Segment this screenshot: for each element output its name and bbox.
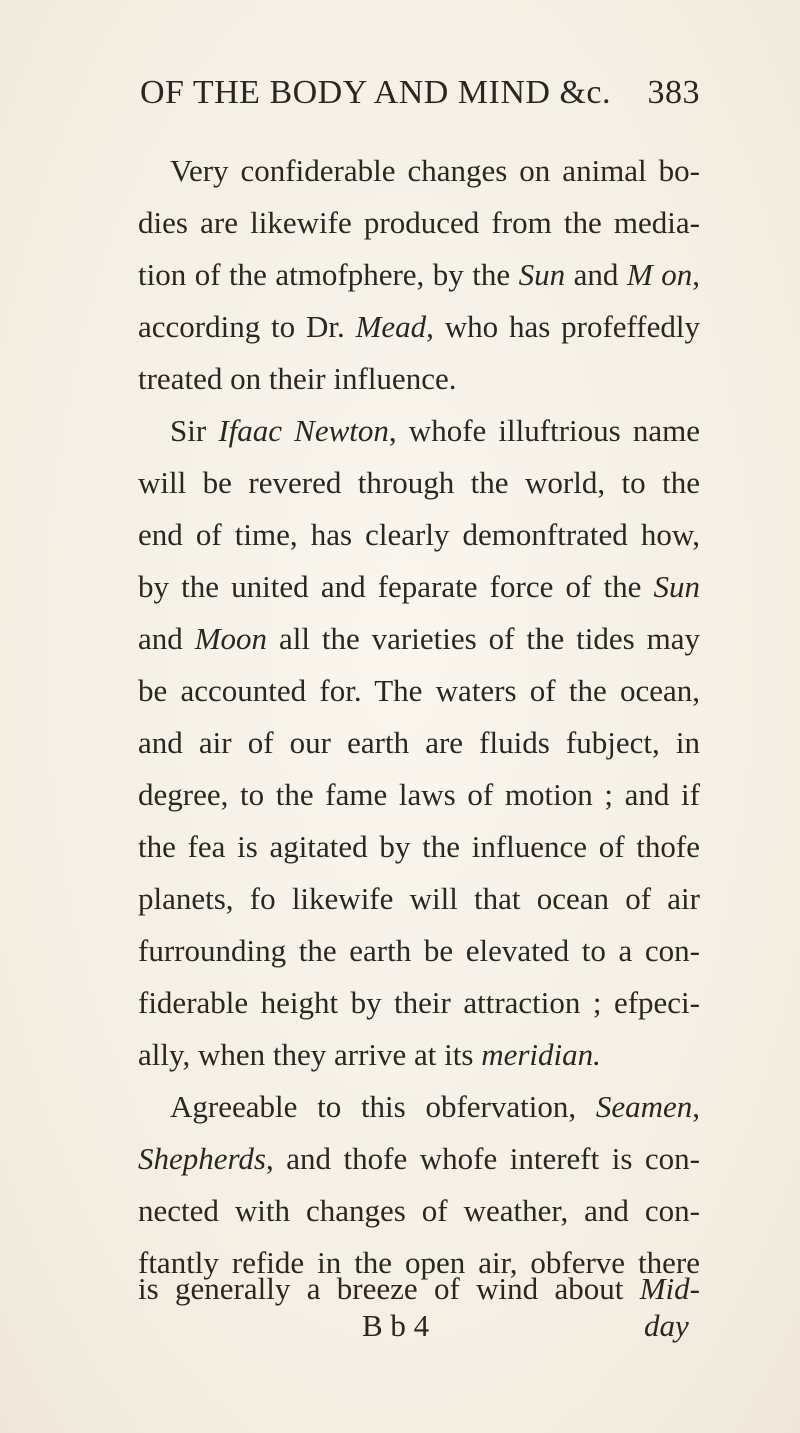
text-line: Sir Ifaac Newton, whofe illuftrious name (170, 413, 700, 448)
text-line: will be revered through the world, to the (138, 465, 700, 500)
text-line: furrounding the earth be elevated to a con- (138, 933, 700, 968)
text-line: nected with changes of weather, and con- (138, 1193, 700, 1228)
text-line: degree, to the fame laws of motion ; and if (138, 777, 700, 812)
text-line: Agreeable to this obfervation, Seamen, (170, 1089, 700, 1124)
text-line: ftantly refide in the open air, obferve there (138, 1245, 700, 1280)
text-line: Shepherds, and thofe whofe intereft is con- (138, 1141, 700, 1176)
page-number: 383 (647, 74, 700, 111)
text-line: fiderable height by their attraction ; efpeci- (138, 985, 700, 1020)
text-line: treated on their influence. (138, 361, 457, 396)
text-line: dies are likewife produced from the media- (138, 205, 700, 240)
signature-mark: B b 4 (362, 1308, 430, 1343)
text-line: be accounted for. The waters of the ocean, (138, 673, 700, 708)
text-line: planets, fo likewife will that ocean of air (138, 881, 700, 916)
catchword: day (644, 1308, 689, 1343)
text-line: the fea is agitated by the influence of thofe (138, 829, 700, 864)
text-line: by the united and feparate force of the Sun (138, 569, 700, 604)
text-line: and air of our earth are fluids fubject, in (138, 725, 700, 760)
text-line: tion of the atmofphere, by the Sun and M on, (138, 257, 700, 292)
running-head-title: OF THE BODY AND MIND &c. (140, 74, 611, 111)
text-line: Very confiderable changes on animal bo- (170, 153, 700, 188)
running-head (140, 74, 700, 124)
text-line: according to Dr. Mead, who has profeffedly (138, 309, 700, 344)
text-line: end of time, has clearly demonftrated how, (138, 517, 700, 552)
text-line: ally, when they arrive at its meridian. (138, 1037, 601, 1072)
text-line: and Moon all the varieties of the tides may (138, 621, 700, 656)
text-line: is generally a breeze of wind about Mid- (138, 1271, 700, 1306)
